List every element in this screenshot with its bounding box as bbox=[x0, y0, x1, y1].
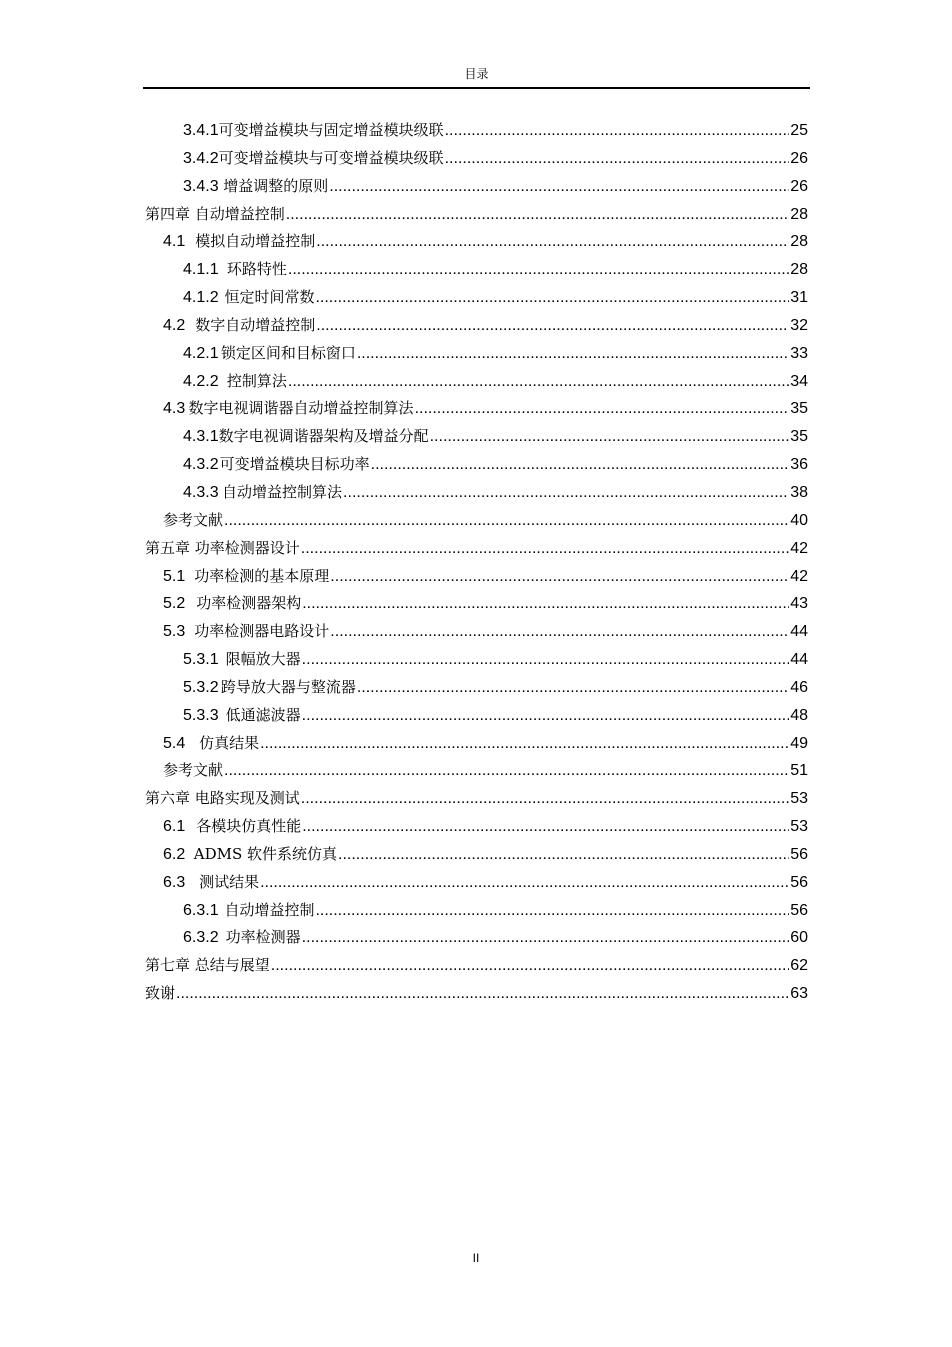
dot-leader bbox=[224, 757, 789, 785]
toc-entry-number: 4.3.3 bbox=[183, 483, 219, 501]
dot-leader bbox=[315, 897, 789, 925]
dot-leader bbox=[445, 117, 790, 145]
toc-entry[interactable] bbox=[145, 256, 808, 284]
dot-leader bbox=[176, 980, 789, 1008]
toc-entry-page: 31 bbox=[790, 289, 808, 307]
toc-entry[interactable] bbox=[145, 451, 808, 479]
dot-leader bbox=[301, 535, 789, 563]
dot-leader bbox=[357, 340, 789, 368]
running-header: 目录 bbox=[464, 67, 489, 81]
dot-leader bbox=[430, 423, 790, 451]
dot-leader bbox=[338, 841, 789, 869]
toc-entry-title: 限幅放大器 bbox=[225, 650, 301, 669]
toc-entry-page: 56 bbox=[790, 873, 808, 891]
toc-entry-title: 功率检测器架构 bbox=[196, 594, 302, 613]
toc-entry-title: 功率检测的基本原理 bbox=[194, 566, 330, 585]
toc-entry-page: 44 bbox=[790, 651, 808, 669]
toc-entry[interactable] bbox=[145, 368, 808, 396]
dot-leader bbox=[302, 646, 790, 674]
toc-entry-number: 4.2.1 bbox=[183, 344, 219, 362]
toc-entry-page: 36 bbox=[790, 456, 808, 474]
dot-leader bbox=[260, 730, 789, 758]
toc-entry[interactable] bbox=[145, 145, 808, 173]
toc-entry-title: 跨导放大器与整流器 bbox=[220, 677, 356, 696]
toc-entry-page: 43 bbox=[790, 595, 808, 613]
header-rule bbox=[143, 87, 810, 89]
toc-entry-number: 5.3.2 bbox=[183, 678, 219, 696]
dot-leader bbox=[315, 284, 789, 312]
toc-entry-title: 数字电视调谐器自动增益控制算法 bbox=[188, 399, 414, 418]
toc-entry-number: 5.3 bbox=[163, 623, 186, 641]
dot-leader bbox=[316, 312, 789, 340]
toc-entry[interactable] bbox=[145, 952, 808, 980]
toc-entry-number: 4.3.1 bbox=[183, 428, 219, 446]
toc-entry-number: 4.3.2 bbox=[183, 456, 219, 474]
toc-entry-page: 53 bbox=[790, 790, 808, 808]
dot-leader bbox=[357, 674, 789, 702]
toc-entry[interactable] bbox=[145, 201, 808, 229]
toc-entry-page: 60 bbox=[790, 929, 808, 947]
toc-entry[interactable] bbox=[145, 173, 808, 201]
toc-entry-page: 28 bbox=[790, 205, 808, 223]
toc-entry-title: 第四章 自动增益控制 bbox=[145, 204, 285, 223]
toc-entry-title: 环路特性 bbox=[226, 260, 287, 279]
toc-entry[interactable] bbox=[145, 563, 808, 591]
toc-entry-page: 46 bbox=[790, 678, 808, 696]
toc-entry-page: 35 bbox=[790, 400, 808, 418]
toc-entry-number: 5.2 bbox=[163, 595, 186, 613]
toc-entry-number: 4.1.1 bbox=[183, 261, 219, 279]
toc-entry[interactable] bbox=[145, 924, 808, 952]
toc-entry[interactable] bbox=[145, 395, 808, 423]
toc-entry-title: 数字电视调谐器架构及增益分配 bbox=[218, 427, 429, 446]
dot-leader bbox=[286, 201, 789, 229]
toc-entry-page: 26 bbox=[790, 149, 808, 167]
toc-entry[interactable] bbox=[145, 674, 808, 702]
toc-entry-number: 4.1 bbox=[163, 233, 186, 251]
toc-entry[interactable] bbox=[145, 340, 808, 368]
toc-entry-title: 增益调整的原则 bbox=[223, 176, 329, 195]
toc-entry-number: 3.4.1 bbox=[183, 122, 219, 139]
toc-entry-title: 参考文献 bbox=[163, 510, 224, 529]
dot-leader bbox=[260, 869, 789, 897]
toc-entry[interactable] bbox=[145, 312, 808, 340]
dot-leader bbox=[445, 145, 790, 173]
toc-entry-title: 恒定时间常数 bbox=[224, 288, 315, 307]
toc-entry-page: 26 bbox=[790, 177, 808, 195]
toc-entry[interactable] bbox=[145, 841, 808, 869]
toc-entry-title: 自动增益控制算法 bbox=[222, 482, 343, 501]
toc-entry-page: 56 bbox=[790, 845, 808, 863]
toc-entry-page: 51 bbox=[790, 762, 808, 780]
toc-entry-title: 低通滤波器 bbox=[225, 705, 301, 724]
toc-entry-page: 48 bbox=[790, 706, 808, 724]
toc-entry-page: 62 bbox=[790, 957, 808, 975]
toc-entry-title: 数字自动增益控制 bbox=[195, 315, 316, 334]
toc-entry-title: 可变增益模块与固定增益模块级联 bbox=[218, 121, 444, 139]
toc-entry-title: 功率检测器电路设计 bbox=[194, 622, 330, 641]
toc-entry[interactable] bbox=[145, 228, 808, 256]
toc-entry[interactable] bbox=[145, 507, 808, 535]
toc-entry-title: 可变增益模块目标功率 bbox=[219, 455, 370, 474]
dot-leader bbox=[343, 479, 789, 507]
toc-entry-title: 功率检测器 bbox=[225, 928, 301, 947]
dot-leader bbox=[302, 590, 789, 618]
toc-entry-number: 6.3 bbox=[163, 873, 186, 891]
dot-leader bbox=[330, 563, 789, 591]
table-of-contents bbox=[145, 117, 808, 1008]
page-number: II bbox=[472, 1251, 480, 1265]
toc-entry-number: 5.3.3 bbox=[183, 706, 219, 724]
toc-entry[interactable] bbox=[145, 785, 808, 813]
toc-entry[interactable] bbox=[145, 869, 808, 897]
toc-entry-page: 63 bbox=[790, 985, 808, 1003]
dot-leader bbox=[302, 702, 790, 730]
toc-entry-title: 锁定区间和目标窗口 bbox=[220, 343, 356, 362]
dot-leader bbox=[302, 924, 790, 952]
toc-entry-number: 3.4.3 bbox=[183, 177, 219, 195]
toc-entry-page: 35 bbox=[790, 428, 808, 446]
dot-leader bbox=[301, 785, 789, 813]
toc-entry-number: 3.4.2 bbox=[183, 149, 219, 167]
toc-entry-page: 33 bbox=[790, 344, 808, 362]
toc-entry[interactable] bbox=[145, 117, 808, 145]
dot-leader bbox=[330, 618, 789, 646]
dot-leader bbox=[371, 451, 790, 479]
toc-entry-title: 第五章 功率检测器设计 bbox=[145, 538, 300, 557]
toc-entry-page: 25 bbox=[790, 122, 808, 139]
toc-entry[interactable] bbox=[145, 730, 808, 758]
toc-entry-number: 4.2 bbox=[163, 316, 186, 334]
toc-entry-title: ADMS 软件系统仿真 bbox=[193, 844, 338, 863]
toc-entry[interactable] bbox=[145, 535, 808, 563]
toc-entry-title: 自动增益控制 bbox=[224, 900, 315, 919]
toc-entry-title: 控制算法 bbox=[226, 371, 287, 390]
toc-entry-page: 44 bbox=[790, 623, 808, 641]
toc-entry[interactable] bbox=[145, 479, 808, 507]
toc-entry-title: 致谢 bbox=[145, 984, 176, 1003]
dot-leader bbox=[302, 813, 789, 841]
toc-entry-page: 49 bbox=[790, 734, 808, 752]
toc-entry-title: 模拟自动增益控制 bbox=[195, 232, 316, 251]
toc-entry-title: 参考文献 bbox=[163, 761, 224, 780]
toc-entry-number: 6.2 bbox=[163, 845, 186, 863]
toc-entry-page: 53 bbox=[790, 818, 808, 836]
toc-entry-number: 6.1 bbox=[163, 818, 186, 836]
dot-leader bbox=[329, 173, 789, 201]
toc-entry-page: 32 bbox=[790, 316, 808, 334]
toc-entry[interactable] bbox=[145, 702, 808, 730]
toc-entry-number: 5.3.1 bbox=[183, 651, 219, 669]
dot-leader bbox=[288, 256, 789, 284]
toc-entry-number: 4.2.2 bbox=[183, 372, 219, 390]
toc-entry-number: 6.3.2 bbox=[183, 929, 219, 947]
toc-entry-page: 28 bbox=[790, 233, 808, 251]
dot-leader bbox=[271, 952, 789, 980]
dot-leader bbox=[288, 368, 789, 396]
dot-leader bbox=[316, 228, 789, 256]
toc-entry-number: 5.4 bbox=[163, 734, 186, 752]
toc-entry-title: 第七章 总结与展望 bbox=[145, 956, 270, 975]
toc-entry-page: 40 bbox=[790, 511, 808, 529]
toc-entry-page: 34 bbox=[790, 372, 808, 390]
toc-entry-title: 测试结果 bbox=[199, 872, 260, 891]
toc-entry-title: 第六章 电路实现及测试 bbox=[145, 789, 300, 808]
toc-entry[interactable] bbox=[145, 646, 808, 674]
toc-entry[interactable] bbox=[145, 590, 808, 618]
toc-entry-number: 4.1.2 bbox=[183, 289, 219, 307]
toc-entry-title: 各模块仿真性能 bbox=[196, 817, 302, 836]
toc-entry-page: 42 bbox=[790, 539, 808, 557]
toc-entry-number: 6.3.1 bbox=[183, 901, 219, 919]
dot-leader bbox=[415, 395, 790, 423]
toc-entry-page: 38 bbox=[790, 483, 808, 501]
toc-entry-page: 28 bbox=[790, 261, 808, 279]
toc-entry[interactable] bbox=[145, 618, 808, 646]
toc-entry[interactable] bbox=[145, 757, 808, 785]
toc-entry[interactable] bbox=[145, 423, 808, 451]
toc-entry-title: 可变增益模块与可变增益模块级联 bbox=[218, 148, 444, 167]
toc-entry[interactable] bbox=[145, 284, 808, 312]
toc-entry[interactable] bbox=[145, 897, 808, 925]
toc-entry-page: 42 bbox=[790, 567, 808, 585]
toc-entry[interactable] bbox=[145, 813, 808, 841]
toc-entry[interactable] bbox=[145, 980, 808, 1008]
toc-entry-page: 56 bbox=[790, 901, 808, 919]
dot-leader bbox=[224, 507, 789, 535]
toc-entry-title: 仿真结果 bbox=[199, 733, 260, 752]
toc-entry-number: 5.1 bbox=[163, 567, 186, 585]
toc-entry-number: 4.3 bbox=[163, 400, 186, 418]
